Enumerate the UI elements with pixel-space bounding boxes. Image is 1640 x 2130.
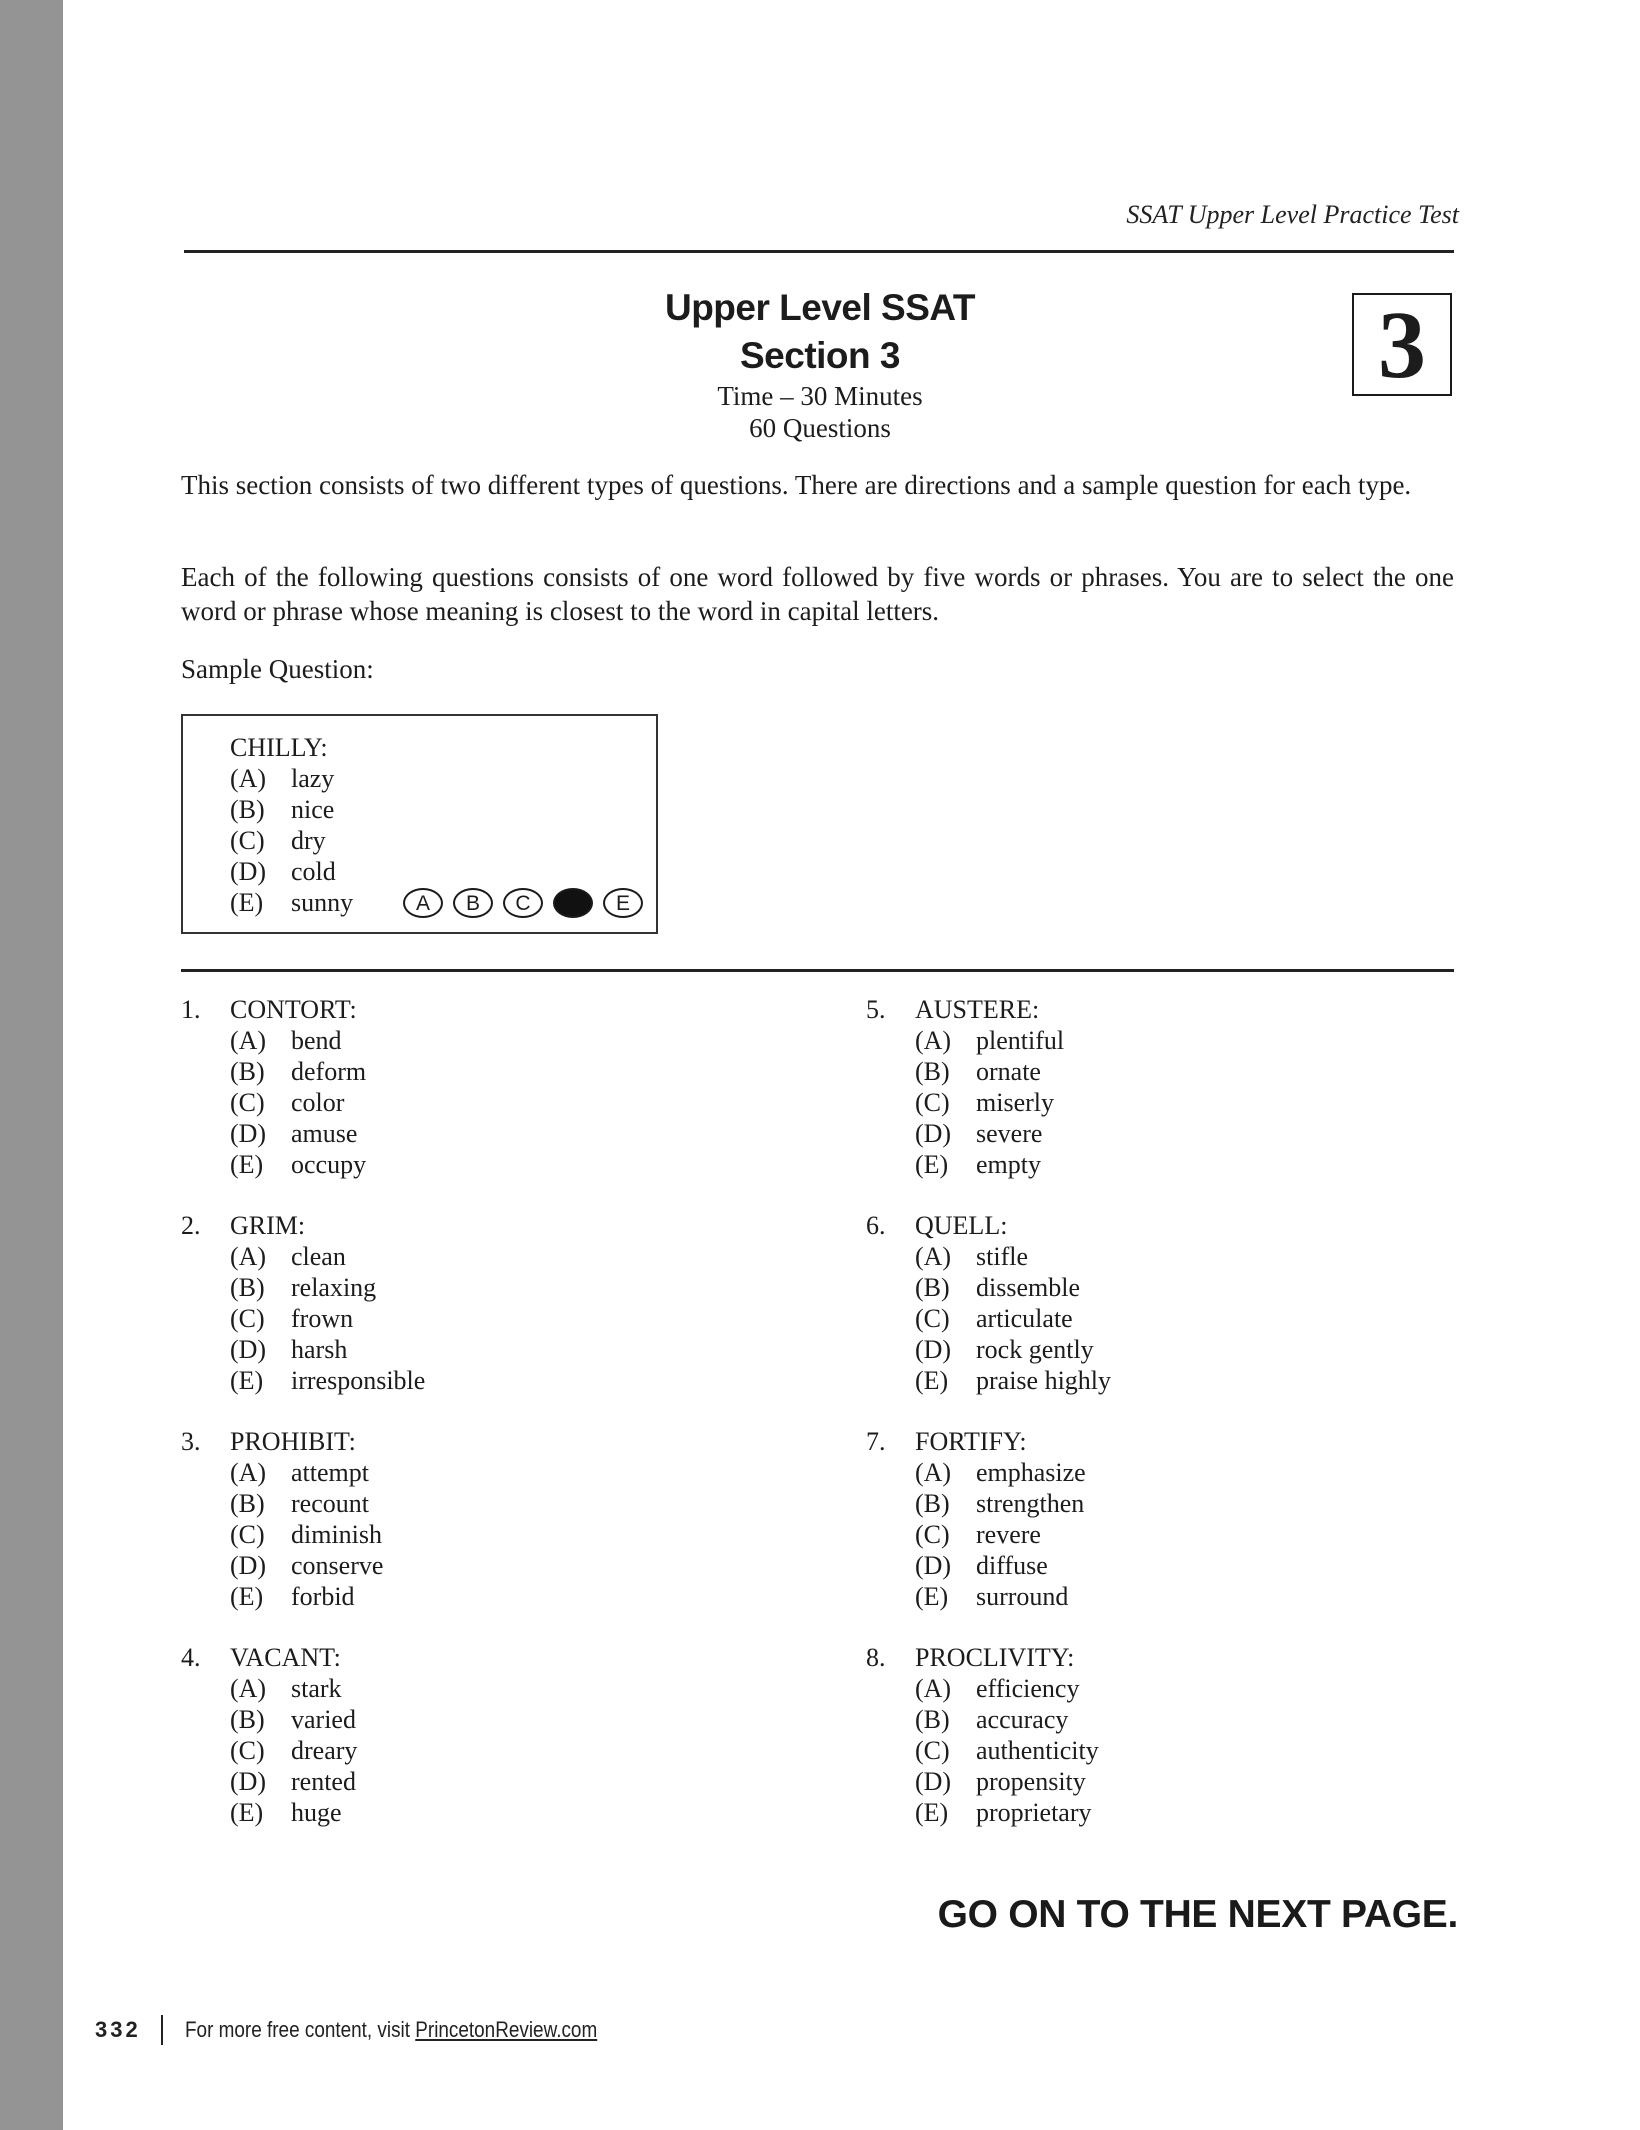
answer-option: (B) varied (230, 1705, 356, 1734)
answer-option: (C) miserly (915, 1088, 1054, 1117)
question-number: 5. (866, 995, 886, 1024)
answer-option: (D) rock gently (915, 1335, 1094, 1364)
answer-option: (B) strengthen (915, 1489, 1085, 1518)
answer-option: (A) emphasize (915, 1458, 1086, 1487)
sample-question (230, 732, 354, 918)
question-stem: GRIM: (230, 1211, 306, 1240)
answer-option: (E) proprietary (915, 1798, 1092, 1827)
question-stem: PROCLIVITY: (915, 1643, 1075, 1672)
sample-question-box (181, 714, 658, 934)
section-number-badge: 3 (1352, 293, 1452, 396)
time-limit: Time – 30 Minutes (717, 381, 923, 411)
bubble-c: C (503, 888, 543, 918)
question-number: 4. (181, 1643, 201, 1672)
page-footer (95, 2013, 664, 2047)
directions-general (181, 468, 1454, 502)
answer-option: (D) harsh (230, 1335, 348, 1364)
answer-option: (D) propensity (915, 1767, 1086, 1796)
bubble-b: B (453, 888, 493, 918)
question-number: 8. (866, 1643, 886, 1672)
answer-option: (A) bend (230, 1026, 342, 1055)
answer-option: (C) dreary (230, 1736, 358, 1765)
test-title: Upper Level SSAT (664, 287, 975, 328)
directions-paragraph: This section consists of two different types of questions. There are directions and a sample question for each type. (181, 470, 1412, 500)
sample-option: (D) cold (230, 857, 336, 886)
answer-option: (C) frown (230, 1304, 354, 1333)
question-stem: AUSTERE: (915, 995, 1040, 1024)
answer-option: (E) surround (915, 1582, 1069, 1611)
question-stem: VACANT: (230, 1643, 341, 1672)
question-count: 60 Questions (749, 413, 891, 443)
answer-option: (C) color (230, 1088, 345, 1117)
answer-option: (A) attempt (230, 1458, 369, 1487)
answer-option: (B) deform (230, 1057, 367, 1086)
answer-option: (E) huge (230, 1798, 342, 1827)
answer-option: (B) dissemble (915, 1273, 1080, 1302)
section-title-block (620, 284, 1020, 444)
sample-option: (E) sunny (230, 888, 354, 917)
go-on-next-page: GO ON TO THE NEXT PAGE. (937, 1893, 1458, 1936)
answer-option: (E) irresponsible (230, 1366, 426, 1395)
question-stem: FORTIFY: (915, 1427, 1027, 1456)
question-number: 7. (866, 1427, 886, 1456)
answer-option: (A) clean (230, 1242, 346, 1271)
page-gutter-bar (0, 0, 63, 2130)
question-number: 3. (181, 1427, 201, 1456)
answer-option: (D) rented (230, 1767, 356, 1796)
question-number: 6. (866, 1211, 886, 1240)
running-head: SSAT Upper Level Practice Test (1126, 200, 1459, 229)
answer-option: (C) articulate (915, 1304, 1073, 1333)
answer-option: (C) revere (915, 1520, 1041, 1549)
question-number: 2. (181, 1211, 201, 1240)
question-stem: PROHIBIT: (230, 1427, 356, 1456)
answer-option: (D) amuse (230, 1119, 358, 1148)
directions-paragraph: Each of the following questions consists of one word followed by five words or phrases. You are to select the one word or phrase whose meaning is closest to the word in capital letters. (181, 562, 1454, 626)
bubble-d-filled (553, 888, 593, 918)
answer-option: (A) efficiency (915, 1674, 1080, 1703)
footer-promo: For more free content, visit PrincetonReview.com (184, 2017, 597, 2042)
sample-stem: CHILLY: (230, 733, 328, 762)
answer-bubbles (403, 888, 643, 918)
questions-rule (181, 969, 1454, 972)
sample-option: (C) dry (230, 826, 326, 855)
answer-option: (D) diffuse (915, 1551, 1048, 1580)
bubble-a: A (403, 888, 443, 918)
header-rule (184, 250, 1454, 253)
sample-option: (B) nice (230, 795, 335, 824)
answer-option: (D) severe (915, 1119, 1043, 1148)
bubble-e: E (603, 888, 643, 918)
answer-option: (E) occupy (230, 1150, 367, 1179)
answer-option: (E) praise highly (915, 1366, 1112, 1395)
answer-option: (A) stifle (915, 1242, 1028, 1271)
question-stem: QUELL: (915, 1211, 1008, 1240)
footer-divider (161, 2015, 163, 2045)
answer-option: (B) relaxing (230, 1273, 377, 1302)
answer-option: (A) stark (230, 1674, 342, 1703)
answer-option: (D) conserve (230, 1551, 384, 1580)
section-title: Section 3 (740, 335, 900, 376)
question-number: 1. (181, 995, 201, 1024)
princeton-review-link[interactable]: PrincetonReview.com (414, 2017, 597, 2042)
answer-option: (B) accuracy (915, 1705, 1069, 1734)
answer-option: (E) empty (915, 1150, 1041, 1179)
directions-synonyms (181, 560, 1454, 628)
sample-option: (A) lazy (230, 764, 335, 793)
answer-option: (C) authenticity (915, 1736, 1099, 1765)
answer-option: (B) recount (230, 1489, 369, 1518)
sample-question-label: Sample Question: (181, 654, 374, 684)
answer-option: (C) diminish (230, 1520, 383, 1549)
answer-option: (E) forbid (230, 1582, 355, 1611)
answer-option: (A) plentiful (915, 1026, 1065, 1055)
page-number: 332 (95, 2017, 141, 2042)
answer-option: (B) ornate (915, 1057, 1041, 1086)
question-stem: CONTORT: (230, 995, 357, 1024)
